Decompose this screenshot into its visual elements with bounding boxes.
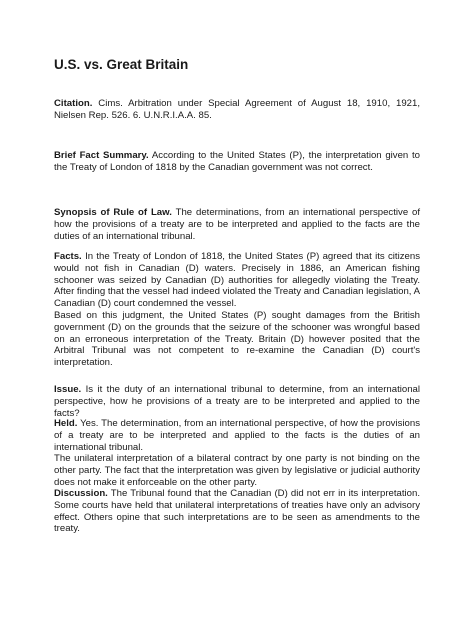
issue-label: Issue. [54,384,82,395]
brief-fact-summary-section [54,150,420,174]
page-title: U.S. vs. Great Britain [54,57,189,72]
brief-fact-summary-text: According to the United States (P), the interpretation given to the Treaty of London of 1818 by the Canadian government was not correct. [54,150,420,173]
synopsis-section [54,207,420,242]
citation-section [54,98,420,122]
facts-text: In the Treaty of London of 1818, the United States (P) agreed that its citizens would not fish in Canadian (D) waters. Precisely in 1886, an American fishing schooner was seized by Canadian (D) authorities for allegedly violating the Treaty. After finding that the vessel had indeed violated the Treaty and Canadian legislation, A Canadian (D) court condemned the vessel. [54,251,420,310]
discussion-text: The Tribunal found that the Canadian (D) did not err in its interpretation. Some courts have held that unilateral interpretations of treaties have only an advisory effect. Others opine that such interpretations are to be seen as amendments to the treaty. [54,488,420,535]
held-section [54,418,420,489]
issue-section [54,384,420,419]
citation-label: Citation. [54,98,93,109]
held-label: Held. [54,418,78,429]
held-text-continued: The unilateral interpretation of a bilateral contract by one party is not binding on the other party. The fact that the interpretation was given by legislative or judicial authority does not make it enforceable on the other party. [54,453,420,488]
facts-text-continued: Based on this judgment, the United States (P) sought damages from the British government (D) on the grounds that the seizure of the schooner was wrongful based on an erroneous interpretation of the Treaty. Britain (D) however posited that the Arbitral Tribunal was not competent to re-examine the Canadian (D) court's interpretation. [54,309,420,369]
held-text: Yes. The determination, from an international perspective, of how the provisions of a treaty are to be interpreted and applied to the facts is the duties of an international tribunal. [54,418,420,453]
issue-text: Is it the duty of an international tribunal to determine, from an international perspective, how he provisions of a treaty are to be interpreted and applied to the facts? [54,384,420,419]
facts-label: Facts. [54,251,82,262]
discussion-label: Discussion. [54,488,108,499]
synopsis-text: The determinations, from an international perspective of how the provisions of a treaty are to be interpreted and applied to the facts are the duties of an international tribunal. [54,207,421,242]
facts-section [54,251,420,369]
synopsis-label: Synopsis of Rule of Law. [54,207,172,218]
discussion-section [54,488,420,535]
citation-text: Cims. Arbitration under Special Agreement of August 18, 1910, 1921, Nielsen Rep. 526. 6. U.N.R.I.A.A. 85. [54,98,420,121]
brief-fact-summary-label: Brief Fact Summary. [54,150,149,161]
